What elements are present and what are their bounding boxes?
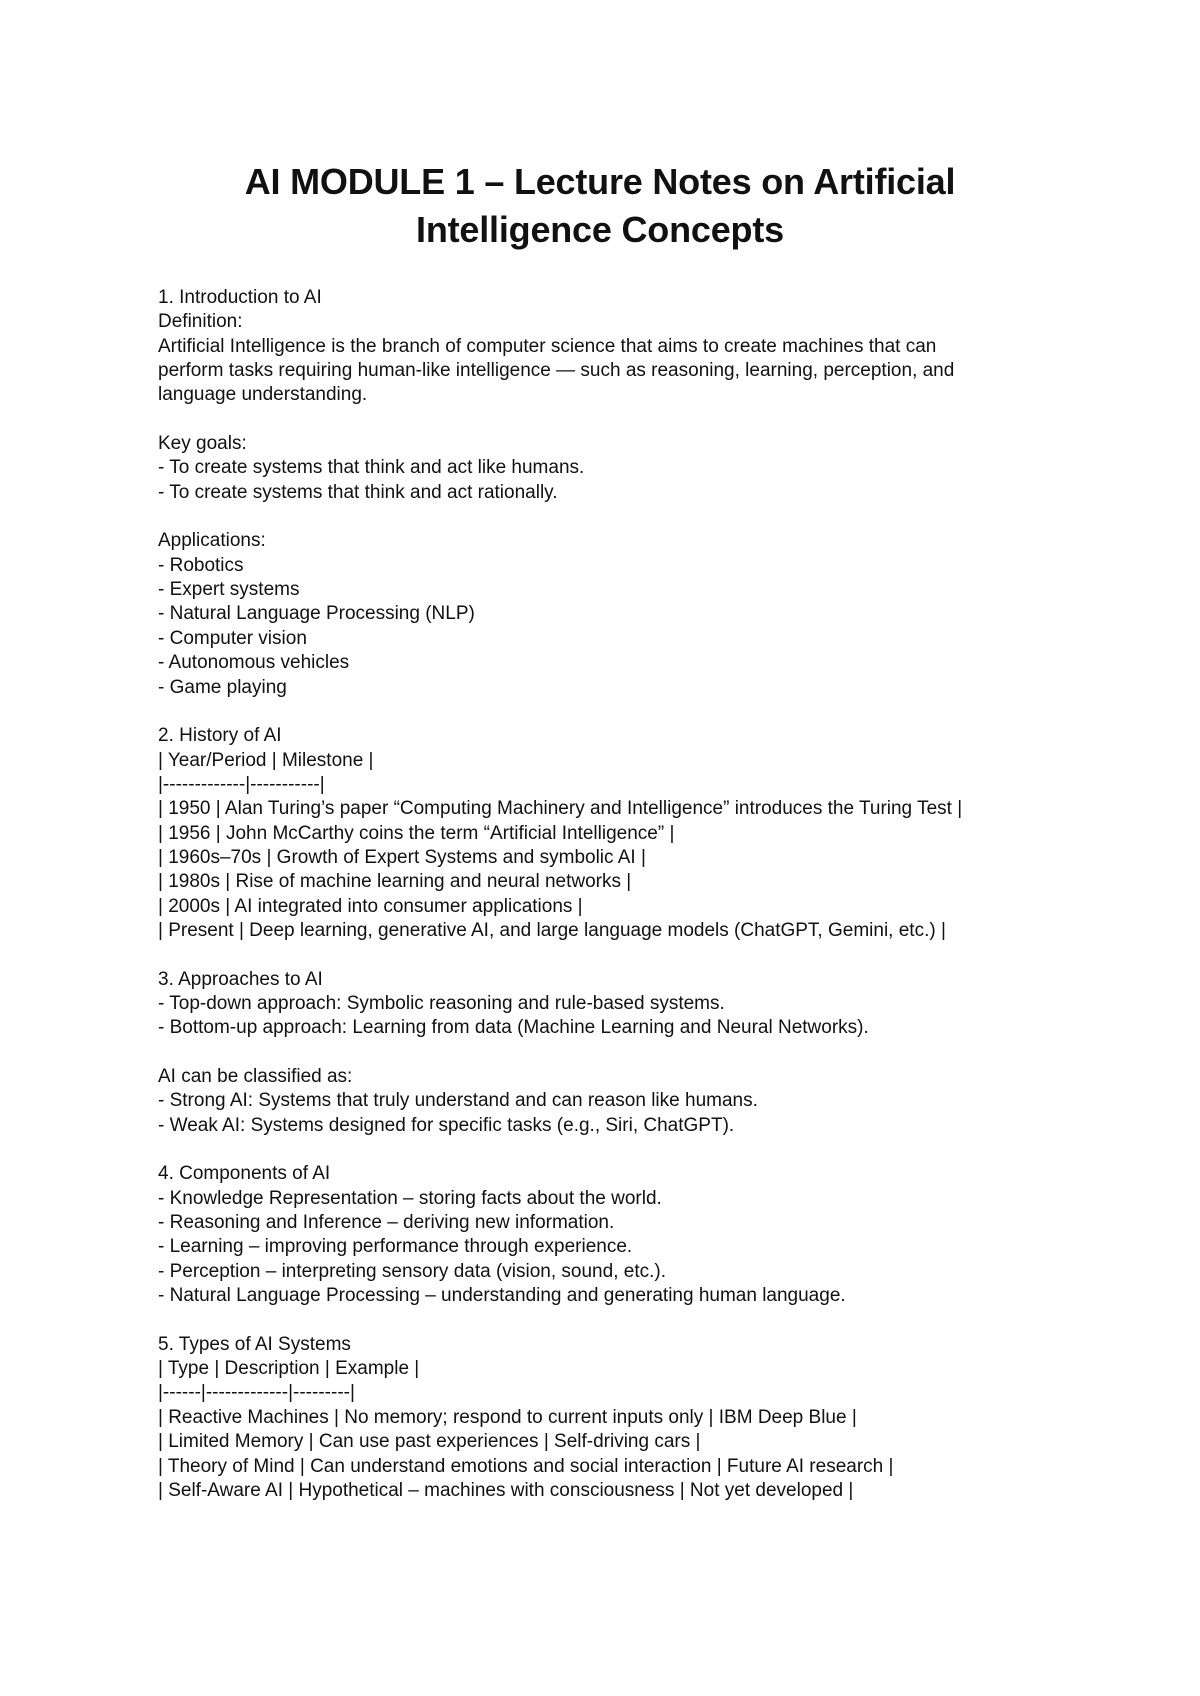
spacer <box>158 1308 1058 1332</box>
applications-label: Applications: <box>158 530 266 552</box>
section-approaches <box>158 968 1058 1163</box>
section-heading: 4. Components of AI <box>158 1163 331 1185</box>
table-row: | Self-Aware AI | Hypothetical – machines with consciousness | Not yet developed | <box>158 1479 854 1501</box>
section-introduction <box>158 286 1058 724</box>
table-row: | Theory of Mind | Can understand emotions and social interaction | Future AI research | <box>158 1455 894 1477</box>
spacer <box>158 700 1058 724</box>
title-line-2: Intelligence Concepts <box>416 209 784 250</box>
list-item: - Autonomous vehicles <box>158 652 350 674</box>
section-history <box>158 724 1058 967</box>
list-item: - Natural Language Processing (NLP) <box>158 603 475 625</box>
goals-label: Key goals: <box>158 433 247 455</box>
spacer <box>158 408 1058 432</box>
list-item: - Game playing <box>158 676 287 698</box>
definition-line: Artificial Intelligence is the branch of computer science that aims to create machines that can <box>158 335 937 357</box>
list-item: - Robotics <box>158 554 244 576</box>
section-components <box>158 1162 1058 1332</box>
table-row: | Limited Memory | Can use past experiences | Self-driving cars | <box>158 1431 701 1453</box>
list-item: - Learning – improving performance through experience. <box>158 1236 633 1258</box>
section-heading: 2. History of AI <box>158 725 282 747</box>
list-item: - Weak AI: Systems designed for specific tasks (e.g., Siri, ChatGPT). <box>158 1114 735 1136</box>
table-row: | 1980s | Rise of machine learning and neural networks | <box>158 871 632 893</box>
document-title <box>160 158 1040 254</box>
list-item: - Top-down approach: Symbolic reasoning and rule-based systems. <box>158 992 725 1014</box>
table-row: | Reactive Machines | No memory; respond to current inputs only | IBM Deep Blue | <box>158 1406 857 1428</box>
section-types <box>158 1333 1058 1503</box>
definition-line: language understanding. <box>158 384 368 406</box>
list-item: - Computer vision <box>158 627 307 649</box>
section-heading: 5. Types of AI Systems <box>158 1333 351 1355</box>
table-row: | Year/Period | Milestone | <box>158 749 374 771</box>
list-item: - Expert systems <box>158 579 300 601</box>
document-body <box>158 286 1058 1503</box>
table-row: |------|-------------|---------| <box>158 1382 355 1404</box>
table-row: | 1950 | Alan Turing’s paper “Computing Machinery and Intelligence” introduces the Turing Test | <box>158 798 963 820</box>
table-row: |-------------|-----------| <box>158 773 325 795</box>
table-row: | Type | Description | Example | <box>158 1358 420 1380</box>
section-heading: 3. Approaches to AI <box>158 968 323 990</box>
list-item: - To create systems that think and act like humans. <box>158 457 585 479</box>
table-row: | 2000s | AI integrated into consumer applications | <box>158 895 583 917</box>
spacer <box>158 505 1058 529</box>
title-line-1: AI MODULE 1 – Lecture Notes on Artificial <box>244 161 956 202</box>
list-item: - Natural Language Processing – understanding and generating human language. <box>158 1285 846 1307</box>
spacer <box>158 1041 1058 1065</box>
table-row: | 1960s–70s | Growth of Expert Systems and symbolic AI | <box>158 846 646 868</box>
spacer <box>158 1138 1058 1162</box>
spacer <box>158 943 1058 967</box>
list-item: - Knowledge Representation – storing facts about the world. <box>158 1187 662 1209</box>
definition-label: Definition: <box>158 311 243 333</box>
list-item: - Strong AI: Systems that truly understand and can reason like humans. <box>158 1090 758 1112</box>
table-row: | 1956 | John McCarthy coins the term “Artificial Intelligence” | <box>158 822 675 844</box>
section-heading: 1. Introduction to AI <box>158 287 322 308</box>
list-item: - Perception – interpreting sensory data (vision, sound, etc.). <box>158 1260 666 1282</box>
list-item: - Bottom-up approach: Learning from data (Machine Learning and Neural Networks). <box>158 1017 869 1039</box>
classified-label: AI can be classified as: <box>158 1066 353 1087</box>
list-item: - To create systems that think and act rationally. <box>158 481 558 503</box>
definition-line: perform tasks requiring human-like intelligence — such as reasoning, learning, perception, and <box>158 360 955 382</box>
list-item: - Reasoning and Inference – deriving new information. <box>158 1212 615 1234</box>
table-row: | Present | Deep learning, generative AI, and large language models (ChatGPT, Gemini, etc.) | <box>158 919 946 941</box>
